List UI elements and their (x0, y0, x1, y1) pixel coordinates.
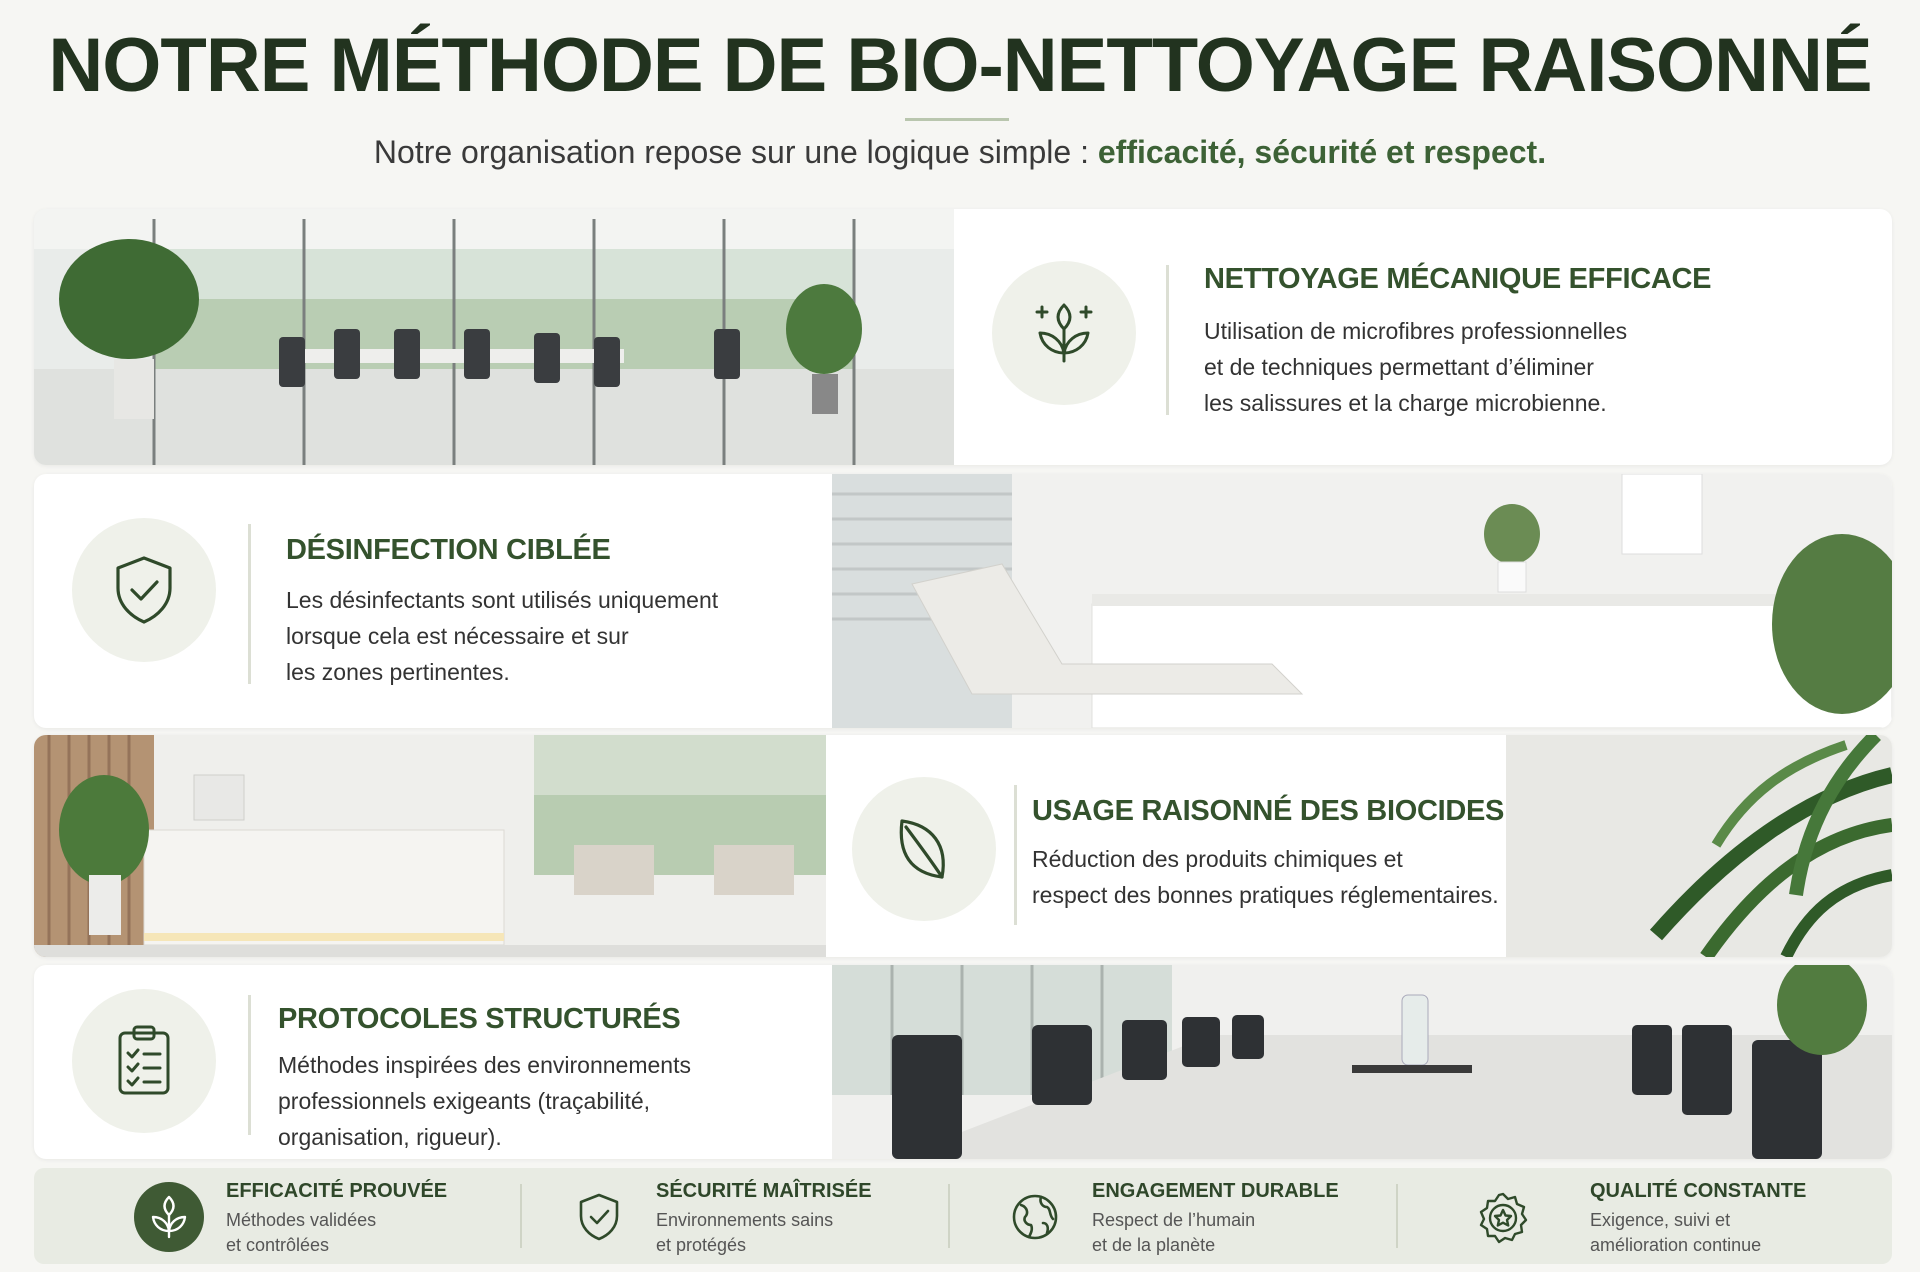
plant-photo (1506, 735, 1892, 957)
footer-line: Respect de l’humain (1092, 1210, 1256, 1230)
leaf-icon (882, 807, 966, 891)
treatment-room-photo (832, 474, 1892, 728)
reception-photo (34, 735, 826, 957)
footer-line: Méthodes validées (226, 1210, 377, 1230)
globe-icon-wrap (1000, 1182, 1070, 1252)
shield-check-icon (102, 548, 186, 632)
section-row-2 (34, 474, 1892, 728)
footer-title: QUALITÉ CONSTANTE (1590, 1180, 1807, 1202)
section-description (1204, 313, 1627, 421)
quality-star-badge-icon (1475, 1189, 1531, 1245)
footer-item (134, 1168, 514, 1264)
desc-line: Réduction des produits chimiques et (1032, 846, 1403, 872)
desc-line: Les désinfectants sont utilisés uniquement (286, 587, 719, 613)
subtitle-emphasis: efficacité, sécurité et respect. (1097, 134, 1547, 170)
section-heading: NETTOYAGE MÉCANIQUE EFFICACE (1204, 263, 1712, 295)
desc-line: les zones pertinentes. (286, 659, 510, 685)
footer-description (1092, 1208, 1255, 1258)
divider (1014, 785, 1017, 925)
badge-icon-wrap (1468, 1182, 1538, 1252)
clipboard-checklist-icon (102, 1019, 186, 1103)
desc-line: les salissures et la charge microbienne. (1204, 390, 1607, 416)
footer-divider (948, 1184, 950, 1248)
footer-line: Exigence, suivi et (1590, 1210, 1731, 1230)
clipboard-icon-circle (72, 989, 216, 1133)
section-description (286, 582, 718, 690)
desc-line: et de techniques permettant d’éliminer (1204, 354, 1594, 380)
shield-icon-circle (72, 518, 216, 662)
section-row-4 (34, 965, 1892, 1159)
section-heading: USAGE RAISONNÉ DES BIOCIDES (1032, 795, 1505, 827)
footer-divider (1396, 1184, 1398, 1248)
desc-line: lorsque cela est nécessaire et sur (286, 623, 629, 649)
desc-line: professionnels exigeants (traçabilité, (278, 1088, 651, 1114)
sprout-sparkle-icon (1022, 291, 1106, 375)
page-subtitle (0, 134, 1920, 171)
footer-strip (34, 1168, 1892, 1264)
sprout-icon-circle (134, 1182, 204, 1252)
subtitle-text: Notre organisation repose sur une logique simple : (373, 134, 1098, 170)
divider (1166, 265, 1169, 415)
desc-line: organisation, rigueur). (278, 1124, 502, 1150)
section-description (1032, 841, 1499, 913)
divider (248, 995, 251, 1135)
section-row-3 (34, 735, 1892, 957)
sprout-sparkle-icon-circle (992, 261, 1136, 405)
office-photo (34, 209, 954, 465)
globe-icon (1007, 1189, 1063, 1245)
shield-check-icon (571, 1189, 627, 1245)
section-heading: DÉSINFECTION CIBLÉE (286, 534, 611, 566)
section-heading: PROTOCOLES STRUCTURÉS (278, 1003, 681, 1035)
leaf-icon-circle (852, 777, 996, 921)
meeting-room-photo (832, 965, 1892, 1159)
footer-title: EFFICACITÉ PROUVÉE (226, 1180, 448, 1202)
footer-divider (520, 1184, 522, 1248)
footer-item (1000, 1168, 1380, 1264)
footer-item (564, 1168, 944, 1264)
footer-title: SÉCURITÉ MAÎTRISÉE (656, 1180, 872, 1202)
footer-title: ENGAGEMENT DURABLE (1092, 1180, 1339, 1202)
title-underline (905, 118, 1009, 121)
footer-line: amélioration continue (1590, 1235, 1762, 1255)
section-description (278, 1047, 691, 1155)
page-title: NOTRE MÉTHODE DE BIO-NETTOYAGE RAISONNÉ (48, 23, 1872, 108)
footer-description (656, 1208, 833, 1258)
desc-line: Méthodes inspirées des environnements (278, 1052, 691, 1078)
footer-line: et de la planète (1092, 1235, 1216, 1255)
footer-line: Environnements sains (656, 1210, 834, 1230)
shield-icon-wrap (564, 1182, 634, 1252)
desc-line: respect des bonnes pratiques réglementaires. (1032, 882, 1499, 908)
footer-description (226, 1208, 376, 1258)
divider (248, 524, 251, 684)
section-row-1 (34, 209, 1892, 465)
footer-item (1468, 1168, 1868, 1264)
sprout-icon (141, 1189, 197, 1245)
footer-line: et protégés (656, 1235, 747, 1255)
footer-description (1590, 1208, 1761, 1258)
desc-line: Utilisation de microfibres professionnelles (1204, 318, 1628, 344)
footer-line: et contrôlées (226, 1235, 330, 1255)
